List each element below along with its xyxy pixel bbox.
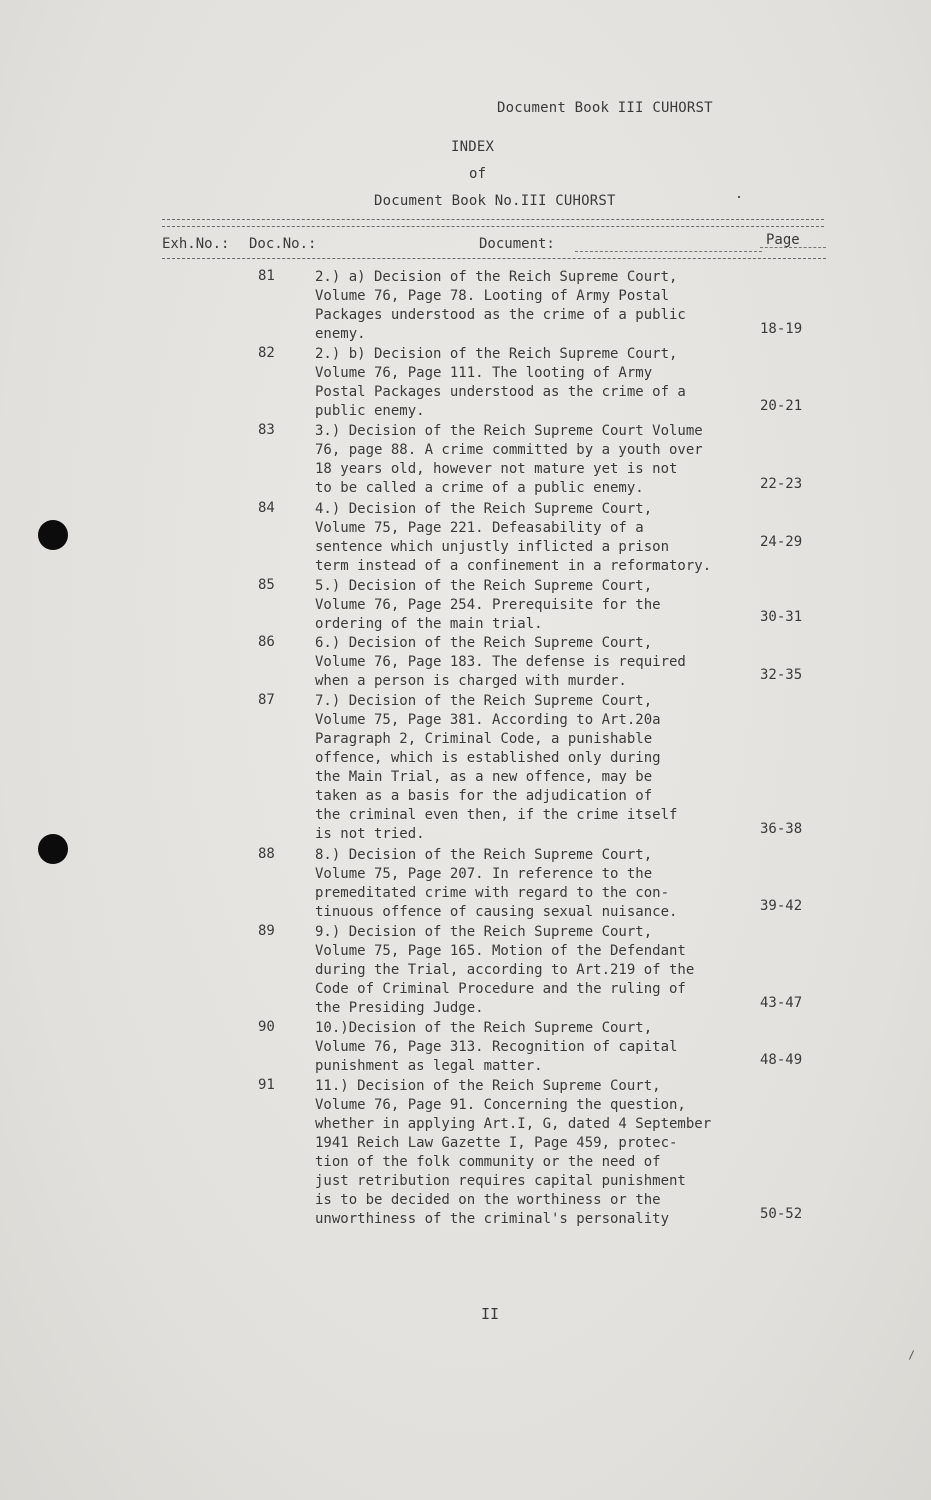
entry-description: 7.) Decision of the Reich Supreme Court, Volume 75, Page 381. According to Art.20a Paragraph 2, Criminal Code, a punishable offence, which is established only during the Main Trial, as a new offence, may be taken as a basis for the adjudication of the criminal even then, if the crime itself is not tried. xyxy=(315,693,678,842)
punch-hole xyxy=(38,834,68,864)
exhibit-number: 84 xyxy=(258,500,275,516)
entry-pages: 32-35 xyxy=(760,667,803,683)
entry-pages: 20-21 xyxy=(760,398,803,414)
entry-pages: 48-49 xyxy=(760,1052,803,1068)
entry-description: 10.)Decision of the Reich Supreme Court, Volume 76, Page 313. Recognition of capital punishment as legal matter. xyxy=(315,1020,678,1074)
exhibit-number: 86 xyxy=(258,634,275,650)
page-number: II xyxy=(481,1305,500,1323)
ink-dot xyxy=(738,196,740,198)
entry-pages: 36-38 xyxy=(760,821,803,837)
entry-description: 11.) Decision of the Reich Supreme Court, Volume 76, Page 91. Concerning the question, whether in applying Art.I, G, dated 4 September 1941 Reich Law Gazette I, Page 459, protec- tion of the folk community or the need of just retribution requires capital punishment is to be decided on the worthiness or the unworthiness of the criminal's personality xyxy=(315,1078,712,1227)
punch-hole xyxy=(38,520,68,550)
entry-pages: 22-23 xyxy=(760,476,803,492)
entry-description: 3.) Decision of the Reich Supreme Court Volume 76, page 88. A crime committed by a youth over 18 years old, however not mature yet is not to be called a crime of a public enemy. xyxy=(315,423,703,496)
exhibit-number: 89 xyxy=(258,923,275,939)
entry-pages: 50-52 xyxy=(760,1206,803,1222)
entry-description: 2.) a) Decision of the Reich Supreme Court, Volume 76, Page 78. Looting of Army Postal Packages understood as the crime of a public enemy. xyxy=(315,269,686,342)
entry-pages: 24-29 xyxy=(760,534,803,550)
book-title: Document Book No.III CUHORST xyxy=(374,193,616,209)
entry-description: 2.) b) Decision of the Reich Supreme Court, Volume 76, Page 111. The looting of Army Postal Packages understood as the crime of a public enemy. xyxy=(315,346,686,419)
exhibit-number: 85 xyxy=(258,577,275,593)
column-header-underline xyxy=(575,251,762,252)
column-header-document: Document: xyxy=(479,236,555,252)
divider-rule xyxy=(162,226,824,227)
entry-description: 9.) Decision of the Reich Supreme Court, Volume 75, Page 165. Motion of the Defendant during the Trial, according to Art.219 of the Code of Criminal Procedure and the ruling of the Presiding Judge. xyxy=(315,924,695,1016)
column-header-exh-no: Exh.No.: xyxy=(162,236,230,252)
exhibit-number: 81 xyxy=(258,268,275,284)
entry-pages: 43-47 xyxy=(760,995,803,1011)
document-book-label: Document Book III CUHORST xyxy=(497,100,713,116)
divider-rule xyxy=(162,258,826,259)
exhibit-number: 91 xyxy=(258,1077,275,1093)
ink-stroke xyxy=(909,1350,914,1359)
divider-rule xyxy=(162,219,824,220)
of-label: of xyxy=(469,166,487,182)
entry-description: 8.) Decision of the Reich Supreme Court, Volume 75, Page 207. In reference to the premeditated crime with regard to the con- tinuous offence of causing sexual nuisance. xyxy=(315,847,678,920)
exhibit-number: 83 xyxy=(258,422,275,438)
column-header-underline xyxy=(760,247,826,248)
entry-pages: 39-42 xyxy=(760,898,803,914)
exhibit-number: 87 xyxy=(258,692,275,708)
entry-description: 5.) Decision of the Reich Supreme Court, Volume 76, Page 254. Prerequisite for the ordering of the main trial. xyxy=(315,578,661,632)
entry-pages: 30-31 xyxy=(760,609,803,625)
column-header-doc-no: Doc.No.: xyxy=(249,236,317,252)
exhibit-number: 82 xyxy=(258,345,275,361)
entry-pages: 18-19 xyxy=(760,321,803,337)
entry-description: 6.) Decision of the Reich Supreme Court, Volume 76, Page 183. The defense is required when a person is charged with murder. xyxy=(315,635,686,689)
entry-description: 4.) Decision of the Reich Supreme Court, Volume 75, Page 221. Defeasability of a sentence which unjustly inflicted a prison term instead of a confinement in a reformatory. xyxy=(315,501,712,574)
exhibit-number: 88 xyxy=(258,846,275,862)
exhibit-number: 90 xyxy=(258,1019,275,1035)
column-header-page: Page xyxy=(766,232,800,248)
index-title: INDEX xyxy=(451,139,495,155)
